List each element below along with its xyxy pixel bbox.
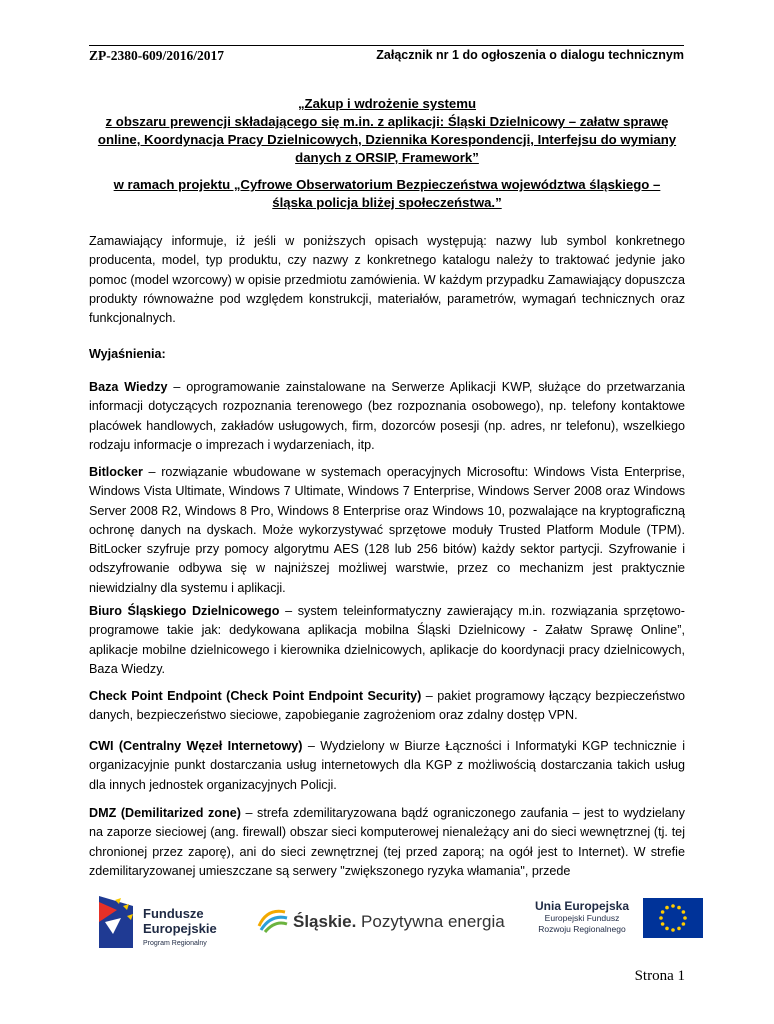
page-number: Strona 1 — [634, 968, 685, 984]
eu-flag-icon — [643, 898, 703, 938]
term-name: CWI (Centralny Węzeł Internetowy) — [89, 739, 303, 753]
slaskie-logo — [257, 906, 505, 939]
attachment-label: Załącznik nr 1 do ogłoszenia o dialogu technicznym — [376, 48, 684, 62]
ue-line-2: Europejski Fundusz — [544, 913, 620, 923]
title-line-3: online, Koordynacja Pracy Dzielnicowych, Dziennika Korespondencji, Interfejsu do wymiany — [97, 132, 677, 147]
title-line-2: z obszaru prewencji składającego się m.in. z aplikacji: Śląski Dzielnicowy – załatw sprawę — [105, 114, 669, 129]
slaskie-slogan: Pozytywna energia — [356, 912, 505, 931]
term-name: Check Point Endpoint (Check Point Endpoint Security) — [89, 689, 422, 703]
fundusze-europejskie-emblem-icon — [99, 896, 139, 948]
term-definition: – rozwiązanie wbudowane w systemach operacyjnych Microsoftu: Windows Vista Enterprise, Windows Vista Ultimate, Windows 7 Ultimate, Windows 7 Enterprise, Windows Server 2008 oraz Windows Server 2008 R2, Windows 8 Pro, Windows 8 Enterprise oraz Windows 10, pozwalające na kryptograficzną ochronę danych na dyskach. Może wykorzystywać sprzętowe moduły Trusted Platform Module (TPM). BitLocker szyfruje przy pomocy algorytmu AES (128 lub 256 bitów) każdy sektor partycji. Szyfrowanie i odszyfrowanie odbywa się w najniższej możliwej warstwie, przez co mechanizm jest praktycznie niewidzialny dla systemu i aplikacji. — [89, 465, 685, 595]
term-name: Biuro Śląskiego Dzielnicowego — [89, 604, 280, 618]
reference-number: ZP-2380-609/2016/2017 — [89, 48, 224, 63]
title-line-1: „Zakup i wdrożenie systemu — [297, 96, 477, 111]
fe-line-2: Europejskie — [143, 921, 217, 936]
project-title — [89, 176, 685, 212]
term-name: Baza Wiedzy — [89, 380, 168, 394]
term-baza-wiedzy — [89, 378, 685, 455]
term-definition: – strefa zdemilitaryzowana bądź ograniczonego zaufania – jest to wydzielany na zaporze sieciowej (ang. firewall) obszar sieci komputerowej nienależący ani do sieci wewnętrznej (tj. tej chronionej przez zaporę), ani do sieci zewnętrznej (tej przed zaporą; na ogół jest to Internet). W strefie zdemilitaryzowanej umieszczane są serwery "zwiększonego ryzyka włamania", przede — [89, 806, 685, 878]
term-bitlocker — [89, 463, 685, 598]
term-definition: – Wydzielony w Biurze Łączności i Informatyki KGP technicznie i organizacyjnie punkt dostarczania usług internetowych dla KGP z możliwością dostarczania takich usług dla innych jednostek organizacyjnych Policji. — [89, 739, 685, 792]
term-cwi — [89, 737, 685, 795]
document-title — [89, 95, 685, 167]
term-dmz — [89, 804, 685, 881]
term-definition: – pakiet programowy łączący bezpieczeństwo danych, bezpieczeństwo sieciowe, zapobieganie zagrożeniom oraz zdalny dostęp VPN. — [89, 689, 685, 723]
slaskie-brand: Śląskie. — [293, 912, 357, 931]
term-name: Bitlocker — [89, 465, 143, 479]
term-check-point — [89, 687, 685, 726]
ue-line-3: Rozwoju Regionalnego — [538, 924, 626, 934]
project-line-1: w ramach projektu „Cyfrowe Obserwatorium Bezpieczeństwa województwa śląskiego – — [113, 177, 661, 192]
fe-line-3: Program Regionalny — [143, 940, 207, 947]
project-line-2: śląska policja bliżej społeczeństwa.” — [272, 195, 502, 210]
title-line-4: danych z ORSIP, Framework” — [295, 150, 479, 165]
fe-line-1: Fundusze — [143, 906, 204, 921]
ue-line-1: Unia Europejska — [534, 899, 630, 913]
header-rule — [89, 45, 684, 46]
explanations-heading: Wyjaśnienia: — [89, 347, 166, 361]
slaskie-swirl-icon — [257, 906, 289, 934]
fundusze-europejskie-logo — [99, 896, 217, 953]
footer-logos — [89, 890, 689, 952]
term-biuro-slaskiego-dzielnicowego — [89, 602, 685, 679]
term-definition: – oprogramowanie zainstalowane na Serwerze Aplikacji KWP, służące do przetwarzania informacji dotyczących rozpoznania terenowego (bez rozpoznania osobowego), np. telefony kontaktowe placówek handlowych, zakładów usługowych, firm, dozorców posesji (np. adres, nr telefonu), wszelkiego rodzaju informacje o imprezach i wydarzeniach, itp. — [89, 380, 686, 452]
intro-paragraph: Zamawiający informuje, iż jeśli w poniższych opisach występują: nazwy lub symbol konkretnego producenta, model, typ produktu, czy nazwy z konkretnego katalogu należy to traktować jedynie jako pomoc (model wzorcowy) w opisie przedmiotu zamówienia. W każdym przypadku Zamawiający dopuszcza produkty równoważne pod względem konstrukcji, materiałów, parametrów, wymagań technicznych oraz funkcjonalnych. — [89, 234, 685, 326]
term-definition: – system teleinformatyczny zawierający m.in. rozwiązania sprzętowo-programowe takie jak: dedykowana aplikacja mobilna Śląski Dzielnicowy - Załatw Sprawę Online”, aplikacje mobilne dzielnicowego i kierownika dzielnicowych, aplikacje do koordynacji pracy dzielnicowych, Baza Wiedzy. — [89, 604, 685, 676]
term-name: DMZ (Demilitarized zone) — [89, 806, 241, 820]
